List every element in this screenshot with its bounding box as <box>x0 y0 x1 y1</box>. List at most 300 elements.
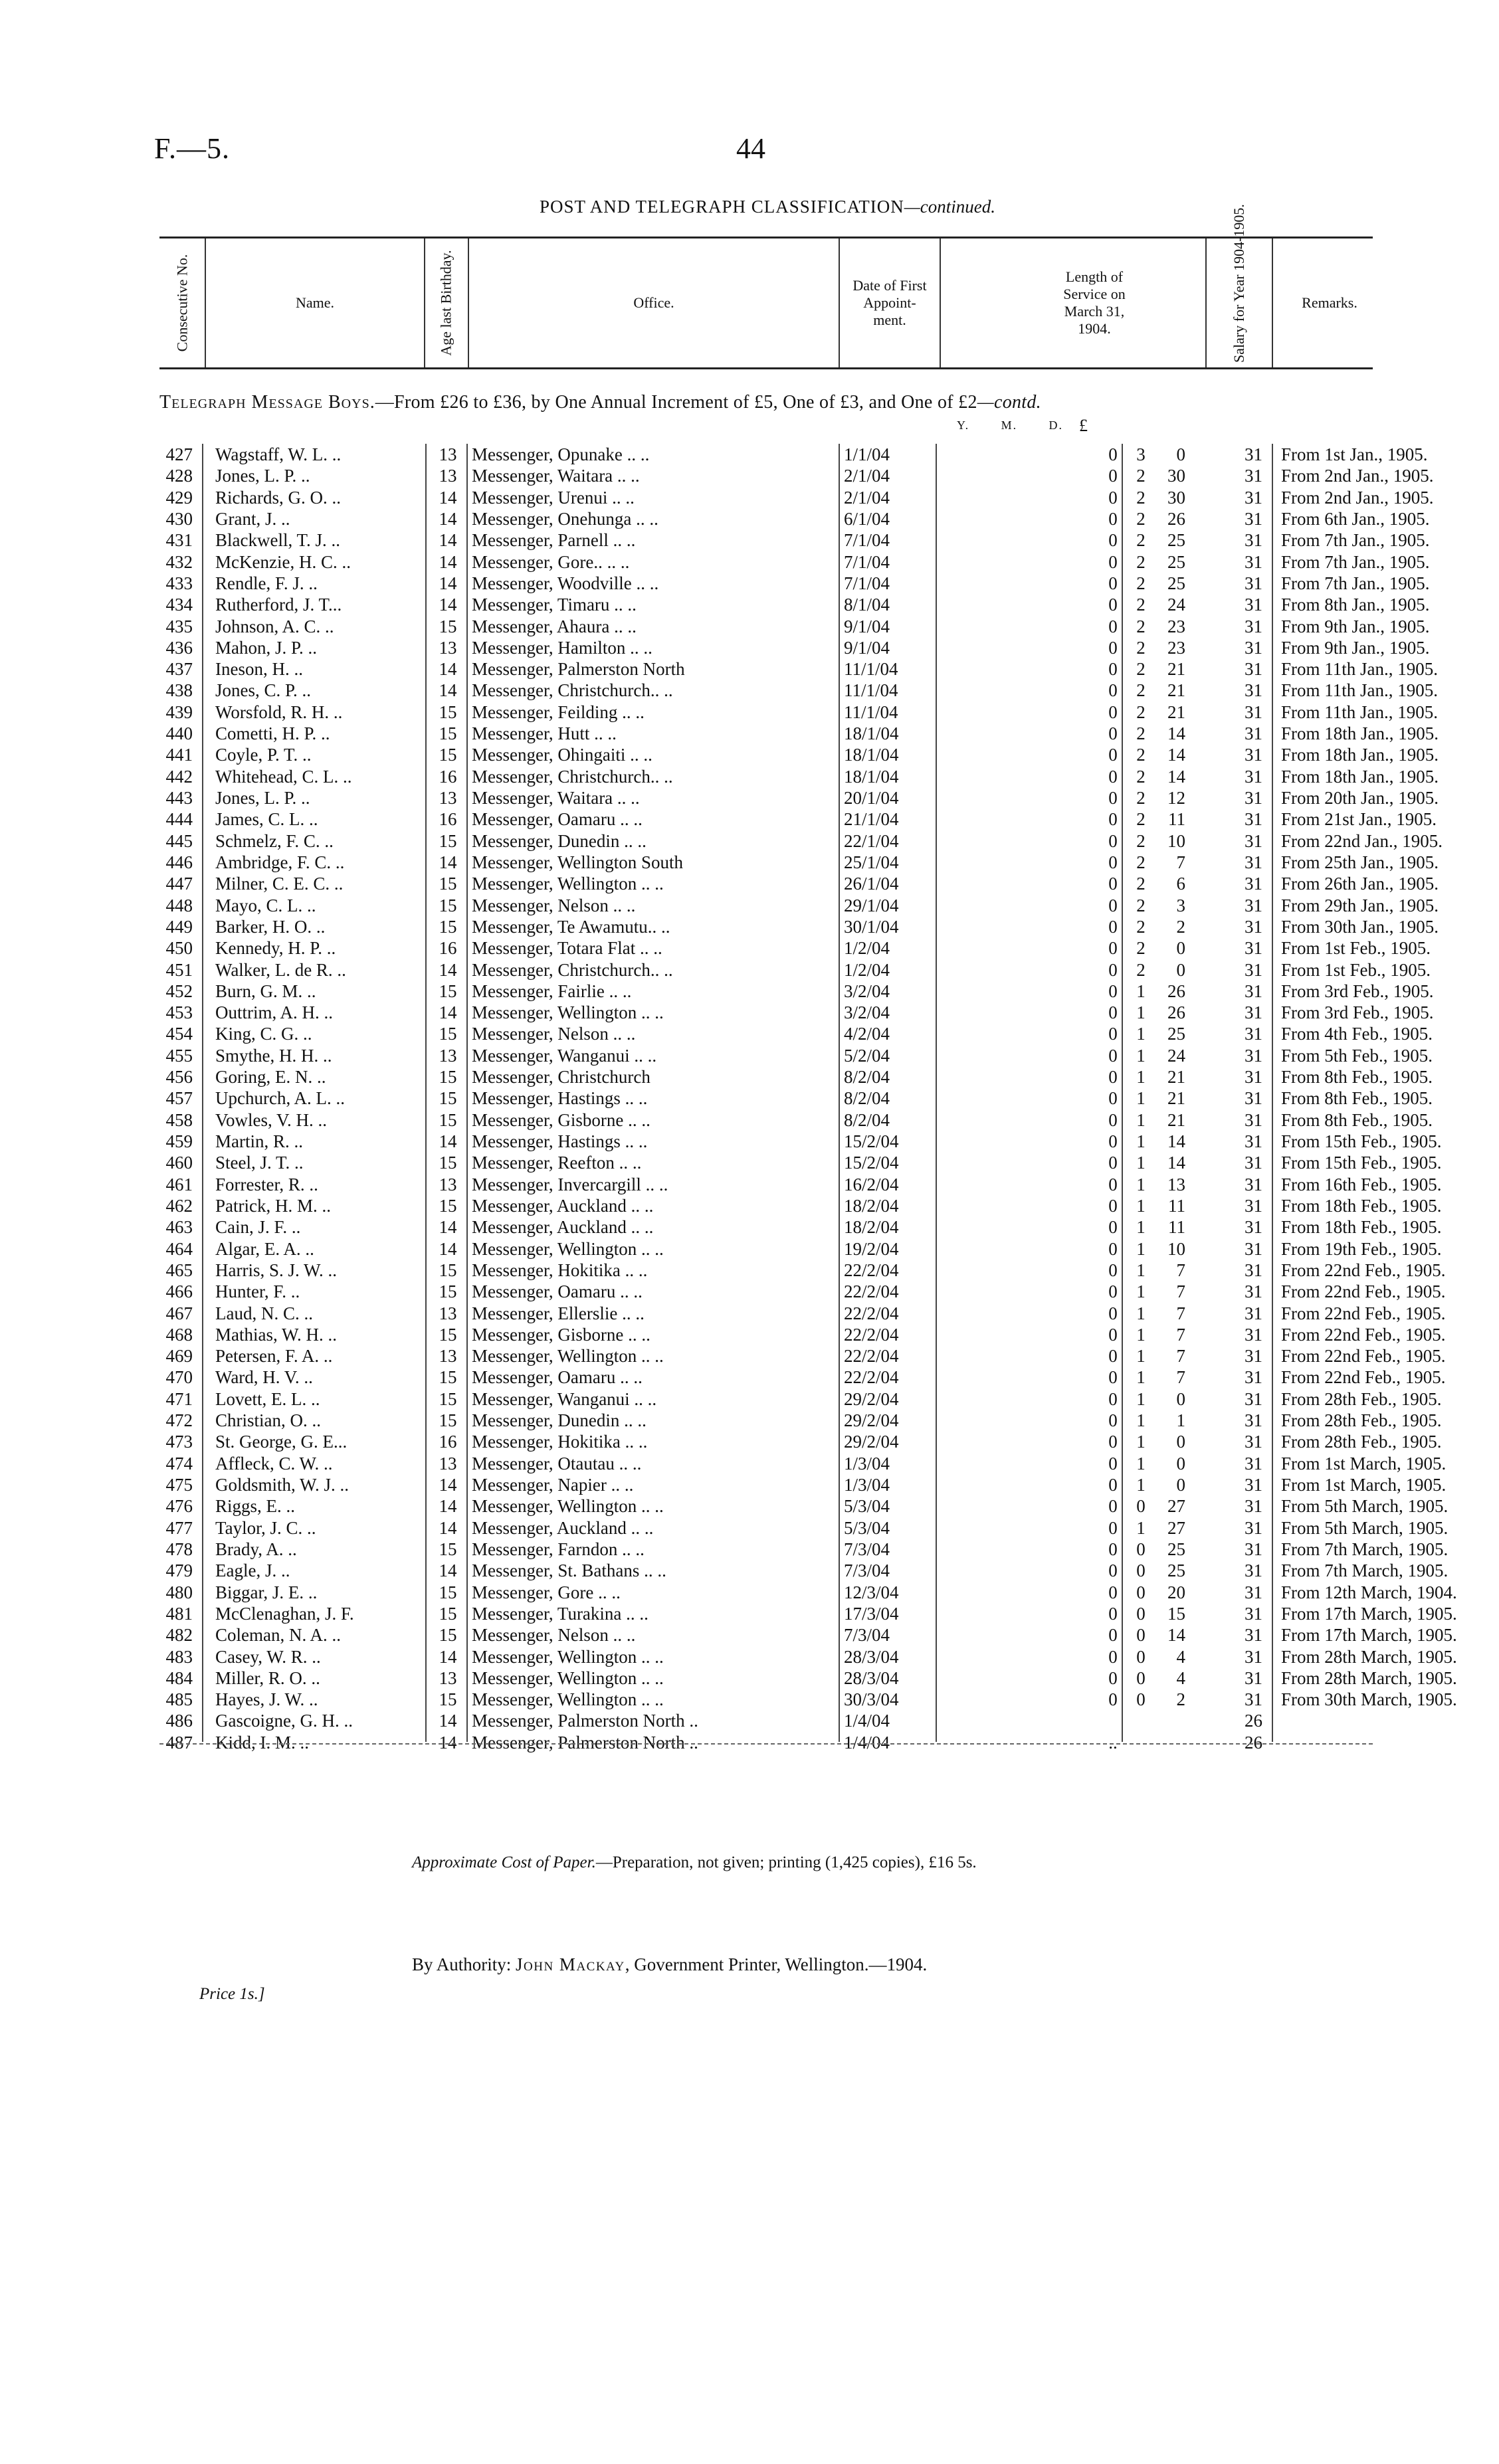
row-salary: 31 <box>1245 916 1262 937</box>
row-office: Messenger, Nelson .. .. <box>472 1024 636 1044</box>
row-service-years: 0 <box>1108 1410 1118 1431</box>
row-name: Milner, C. E. C. .. <box>215 874 344 894</box>
row-salary: 31 <box>1245 1667 1262 1688</box>
row-appointment-date: 19/2/04 <box>844 1238 899 1259</box>
row-age: 14 <box>439 659 457 680</box>
row-salary: 31 <box>1245 874 1262 894</box>
row-number: 466 <box>165 1281 193 1302</box>
row-age: 15 <box>439 723 457 744</box>
row-remarks: From 8th Feb., 1905. <box>1281 1067 1433 1088</box>
row-service-months: 0 <box>1136 1603 1146 1624</box>
row-service-years: 0 <box>1108 1045 1118 1066</box>
row-appointment-date: 25/1/04 <box>844 852 899 872</box>
row-salary: 31 <box>1245 1324 1262 1345</box>
row-number: 474 <box>165 1453 193 1473</box>
document-reference: F.—5. <box>154 132 230 165</box>
row-service-years: 0 <box>1108 1388 1118 1409</box>
cost-note <box>412 1853 977 1872</box>
row-age: 14 <box>439 1732 457 1753</box>
row-number: 469 <box>165 1346 193 1367</box>
row-service-years: 0 <box>1108 745 1118 765</box>
row-salary: 31 <box>1245 809 1262 830</box>
row-number: 428 <box>165 466 193 486</box>
row-service-days: 21 <box>1167 1067 1185 1088</box>
table-row <box>159 1710 1373 1731</box>
col-office: Office. <box>469 238 840 367</box>
row-name: Upchurch, A. L. .. <box>215 1088 345 1109</box>
row-appointment-date: 9/1/04 <box>844 616 890 636</box>
row-name: McClenaghan, J. F. <box>215 1603 354 1624</box>
row-service-days: 27 <box>1167 1517 1185 1538</box>
row-office: Messenger, Hamilton .. .. <box>472 637 652 658</box>
row-service-days: 25 <box>1167 1561 1185 1581</box>
row-remarks: From 18th Feb., 1905. <box>1281 1195 1442 1216</box>
table-row <box>159 1216 1442 1238</box>
table-row <box>159 766 1439 787</box>
row-office: Messenger, Oamaru .. .. <box>472 1281 643 1302</box>
row-age: 15 <box>439 1367 457 1388</box>
row-service-days: 3 <box>1176 895 1185 915</box>
table-row <box>159 1495 1449 1517</box>
col-salary-label: Salary for Year 1904-1905. <box>1231 204 1247 363</box>
table-row <box>159 916 1439 937</box>
row-name: Taylor, J. C. .. <box>215 1517 316 1538</box>
row-name: Mathias, W. H. .. <box>215 1324 338 1345</box>
row-age: 16 <box>439 1432 457 1452</box>
table-row <box>159 808 1437 830</box>
row-service-years: 0 <box>1108 1453 1118 1473</box>
row-salary: 31 <box>1245 1303 1262 1323</box>
row-service-months: 1 <box>1136 1303 1146 1323</box>
row-service-years: 0 <box>1108 530 1118 551</box>
row-service-years: 0 <box>1108 1195 1118 1216</box>
row-number: 458 <box>165 1109 193 1130</box>
row-name: Blackwell, T. J. .. <box>215 530 340 551</box>
row-service-months: 2 <box>1136 916 1146 937</box>
row-remarks: From 7th March, 1905. <box>1281 1539 1449 1559</box>
row-age: 13 <box>439 466 457 486</box>
table-row <box>159 981 1434 1002</box>
row-salary: 31 <box>1245 702 1262 722</box>
row-appointment-date: 5/2/04 <box>844 1045 890 1066</box>
unit-pound: £ <box>1079 416 1089 435</box>
row-name: Miller, R. O. .. <box>215 1667 320 1688</box>
row-age: 15 <box>439 1109 457 1130</box>
row-name: Algar, E. A. .. <box>215 1238 314 1259</box>
row-name: Jones, L. P. .. <box>215 788 310 808</box>
row-appointment-date: 2/1/04 <box>844 487 890 508</box>
row-remarks: From 15th Feb., 1905. <box>1281 1131 1442 1151</box>
table-row <box>159 680 1438 701</box>
row-name: Kidd, I. M. .. <box>215 1732 309 1753</box>
row-office: Messenger, Auckland .. .. <box>472 1217 654 1238</box>
row-service-days: 21 <box>1167 680 1185 701</box>
row-office: Messenger, Fairlie .. .. <box>472 981 632 1001</box>
row-office: Messenger, Te Awamutu.. .. <box>472 916 670 937</box>
row-remarks: From 28th March, 1905. <box>1281 1646 1457 1667</box>
row-service-days: 7 <box>1176 852 1185 872</box>
row-salary: 31 <box>1245 745 1262 765</box>
row-number: 427 <box>165 444 193 464</box>
row-number: 448 <box>165 895 193 915</box>
row-number: 433 <box>165 573 193 593</box>
row-office: Messenger, Christchurch.. .. <box>472 680 673 701</box>
row-service-days: 12 <box>1167 788 1185 808</box>
row-service-years: 0 <box>1108 573 1118 593</box>
table-row <box>159 959 1431 981</box>
row-age: 14 <box>439 508 457 529</box>
row-office: Messenger, Napier .. .. <box>472 1475 634 1495</box>
row-number: 439 <box>165 702 193 722</box>
row-office: Messenger, Oamaru .. .. <box>472 1367 643 1388</box>
row-service-months: 2 <box>1136 788 1146 808</box>
row-age: 15 <box>439 1324 457 1345</box>
table-row <box>159 551 1430 573</box>
row-office: Messenger, Waitara .. .. <box>472 466 640 486</box>
table-row <box>159 1410 1442 1431</box>
row-age: 13 <box>439 444 457 464</box>
row-service-days: 25 <box>1167 551 1185 572</box>
row-salary: 31 <box>1245 1045 1262 1066</box>
row-name: Brady, A. .. <box>215 1539 297 1559</box>
row-age: 15 <box>439 1603 457 1624</box>
row-remarks: From 6th Jan., 1905. <box>1281 508 1430 529</box>
row-service-years: 0 <box>1108 1067 1118 1088</box>
row-service-months: 2 <box>1136 659 1146 680</box>
row-number: 451 <box>165 959 193 980</box>
row-number: 486 <box>165 1711 193 1731</box>
row-service-days: 0 <box>1176 1475 1185 1495</box>
row-service-years: 0 <box>1108 809 1118 830</box>
table-row <box>159 1539 1449 1560</box>
row-appointment-date: 22/1/04 <box>844 830 899 851</box>
row-remarks: From 2nd Jan., 1905. <box>1281 487 1434 508</box>
row-service-days: 14 <box>1167 1153 1185 1173</box>
row-number: 447 <box>165 874 193 894</box>
row-remarks: From 22nd Feb., 1905. <box>1281 1260 1446 1280</box>
row-age: 14 <box>439 680 457 701</box>
row-name: Patrick, H. M. .. <box>215 1195 331 1216</box>
row-service-months: 1 <box>1136 1432 1146 1452</box>
col-name: Name. <box>206 238 425 367</box>
row-number: 431 <box>165 530 193 551</box>
table-row <box>159 1474 1447 1495</box>
row-service-years: 0 <box>1108 1002 1118 1023</box>
row-remarks: From 30th Jan., 1905. <box>1281 916 1439 937</box>
row-service-years: 0 <box>1108 1109 1118 1130</box>
row-age: 13 <box>439 1667 457 1688</box>
row-name: St. George, G. E... <box>215 1432 348 1452</box>
row-name: Johnson, A. C. .. <box>215 616 334 636</box>
row-age: 15 <box>439 874 457 894</box>
row-number: 437 <box>165 659 193 680</box>
row-salary: 31 <box>1245 1067 1262 1088</box>
row-service-days: 26 <box>1167 1002 1185 1023</box>
row-service-days: 7 <box>1176 1260 1185 1280</box>
row-service-days: 14 <box>1167 1131 1185 1151</box>
row-remarks: From 11th Jan., 1905. <box>1281 659 1438 680</box>
row-service-years: 0 <box>1108 637 1118 658</box>
row-service-months: 1 <box>1136 1088 1146 1109</box>
row-office: Messenger, Nelson .. .. <box>472 1625 636 1646</box>
row-age: 14 <box>439 1517 457 1538</box>
row-appointment-date: 20/1/04 <box>844 788 899 808</box>
row-name: Whitehead, C. L. .. <box>215 766 352 787</box>
row-age: 15 <box>439 1625 457 1646</box>
row-number: 468 <box>165 1324 193 1345</box>
row-age: 14 <box>439 1711 457 1731</box>
row-salary: 31 <box>1245 1410 1262 1431</box>
table-row <box>159 1045 1433 1066</box>
table-row <box>159 1367 1446 1388</box>
row-age: 15 <box>439 916 457 937</box>
row-service-months: 0 <box>1136 1582 1146 1602</box>
row-appointment-date: 18/1/04 <box>844 766 899 787</box>
authority-suffix: , Government Printer, Wellington.—1904. <box>625 1954 928 1974</box>
row-age: 13 <box>439 1045 457 1066</box>
row-service-years: 0 <box>1108 1689 1118 1710</box>
title-text: POST AND TELEGRAPH CLASSIFICATION <box>539 197 904 217</box>
row-service-days: 0 <box>1176 1432 1185 1452</box>
row-service-days: 7 <box>1176 1303 1185 1323</box>
row-remarks: From 7th Jan., 1905. <box>1281 551 1430 572</box>
row-service-years: 0 <box>1108 1646 1118 1667</box>
row-service-years: 0 <box>1108 659 1118 680</box>
row-service-years: 0 <box>1108 1324 1118 1345</box>
row-salary: 26 <box>1245 1711 1262 1731</box>
row-salary: 31 <box>1245 1689 1262 1710</box>
row-appointment-date: 7/1/04 <box>844 551 890 572</box>
row-service-days: 21 <box>1167 659 1185 680</box>
row-salary: 31 <box>1245 1603 1262 1624</box>
row-service-years: 0 <box>1108 1582 1118 1602</box>
row-number: 456 <box>165 1067 193 1088</box>
row-salary: 31 <box>1245 508 1262 529</box>
row-number: 487 <box>165 1732 193 1753</box>
row-service-days: 4 <box>1176 1646 1185 1667</box>
row-office: Messenger, Ahaura .. .. <box>472 616 637 636</box>
row-service-years: 0 <box>1108 1561 1118 1581</box>
row-salary: 31 <box>1245 959 1262 980</box>
row-remarks: From 7th March, 1905. <box>1281 1561 1449 1581</box>
row-service-months: 0 <box>1136 1496 1146 1517</box>
row-salary: 31 <box>1245 723 1262 744</box>
row-salary: 31 <box>1245 530 1262 551</box>
row-service-years: 0 <box>1108 852 1118 872</box>
row-service-years: 0 <box>1108 1024 1118 1044</box>
row-salary: 31 <box>1245 766 1262 787</box>
row-service-days: 25 <box>1167 1539 1185 1559</box>
row-name: Richards, G. O. .. <box>215 487 341 508</box>
row-service-months: 2 <box>1136 616 1146 636</box>
row-age: 14 <box>439 1238 457 1259</box>
row-number: 444 <box>165 809 193 830</box>
row-appointment-date: 1/4/04 <box>844 1732 890 1753</box>
row-salary: 31 <box>1245 1281 1262 1302</box>
row-remarks: From 29th Jan., 1905. <box>1281 895 1439 915</box>
row-appointment-date: 4/2/04 <box>844 1024 890 1044</box>
row-appointment-date: 7/3/04 <box>844 1625 890 1646</box>
row-office: Messenger, Nelson .. .. <box>472 895 636 915</box>
table-row <box>159 1195 1442 1216</box>
row-age: 13 <box>439 1453 457 1473</box>
row-service-years: 0 <box>1108 1346 1118 1367</box>
row-service-days: 2 <box>1176 1689 1185 1710</box>
unit-months: M. <box>1001 419 1018 432</box>
row-office: Messenger, Invercargill .. .. <box>472 1174 668 1194</box>
row-remarks: From 3rd Feb., 1905. <box>1281 1002 1434 1023</box>
unit-years: Y. <box>957 419 970 432</box>
row-name: Cain, J. F. .. <box>215 1217 301 1238</box>
row-service-months: 0 <box>1136 1646 1146 1667</box>
row-name: Hayes, J. W. .. <box>215 1689 318 1710</box>
row-name: Ward, H. V. .. <box>215 1367 313 1388</box>
row-remarks: From 7th Jan., 1905. <box>1281 530 1430 551</box>
row-age: 15 <box>439 1689 457 1710</box>
row-number: 461 <box>165 1174 193 1194</box>
row-service-years: 0 <box>1108 895 1118 915</box>
row-number: 472 <box>165 1410 193 1431</box>
row-age: 15 <box>439 616 457 636</box>
row-service-days: 11 <box>1168 1195 1185 1216</box>
table-row <box>159 1131 1442 1152</box>
row-service-days: 14 <box>1167 723 1185 744</box>
row-age: 15 <box>439 1153 457 1173</box>
row-service-years: 0 <box>1108 959 1118 980</box>
row-service-months: 2 <box>1136 702 1146 722</box>
authority-name: John Mackay <box>516 1954 625 1974</box>
row-appointment-date: 22/2/04 <box>844 1346 899 1367</box>
row-number: 471 <box>165 1388 193 1409</box>
row-service-months: 2 <box>1136 852 1146 872</box>
row-salary: 31 <box>1245 1517 1262 1538</box>
row-service-months: 2 <box>1136 466 1146 486</box>
row-number: 464 <box>165 1238 193 1259</box>
row-service-years: 0 <box>1108 444 1118 464</box>
row-number: 445 <box>165 830 193 851</box>
row-number: 477 <box>165 1517 193 1538</box>
row-salary: 31 <box>1245 1539 1262 1559</box>
row-service-days: 0 <box>1176 444 1185 464</box>
table-row <box>159 1238 1442 1260</box>
row-name: Jones, L. P. .. <box>215 466 310 486</box>
row-service-years: 0 <box>1108 1667 1118 1688</box>
row-name: Steel, J. T. .. <box>215 1153 304 1173</box>
row-name: Goring, E. N. .. <box>215 1067 326 1088</box>
row-appointment-date: 18/2/04 <box>844 1217 899 1238</box>
table-row <box>159 1345 1446 1367</box>
row-name: Barker, H. O. .. <box>215 916 326 937</box>
table-row <box>159 744 1439 765</box>
row-age: 14 <box>439 595 457 615</box>
row-appointment-date: 3/2/04 <box>844 1002 890 1023</box>
row-service-months: 2 <box>1136 723 1146 744</box>
row-salary: 31 <box>1245 487 1262 508</box>
row-name: Gascoigne, G. H. .. <box>215 1711 353 1731</box>
row-office: Messenger, Wanganui .. .. <box>472 1045 657 1066</box>
row-age: 14 <box>439 551 457 572</box>
row-salary: 31 <box>1245 637 1262 658</box>
row-appointment-date: 1/4/04 <box>844 1711 890 1731</box>
row-service-months: 2 <box>1136 508 1146 529</box>
row-appointment-date: 8/1/04 <box>844 595 890 615</box>
row-remarks: From 18th Jan., 1905. <box>1281 745 1439 765</box>
row-salary: 26 <box>1245 1732 1262 1753</box>
row-service-months: 1 <box>1136 1475 1146 1495</box>
row-salary: 31 <box>1245 1024 1262 1044</box>
row-remarks: From 1st March, 1905. <box>1281 1475 1447 1495</box>
row-name: Ineson, H. .. <box>215 659 303 680</box>
row-name: Jones, C. P. .. <box>215 680 312 701</box>
row-office: Messenger, Gore .. .. <box>472 1582 621 1602</box>
row-office: Messenger, Waitara .. .. <box>472 788 640 808</box>
row-number: 434 <box>165 595 193 615</box>
row-age: 15 <box>439 1582 457 1602</box>
table-row <box>159 937 1431 959</box>
unit-days: D. <box>1049 419 1063 432</box>
row-service-years: 0 <box>1108 1517 1118 1538</box>
table-row <box>159 1174 1442 1195</box>
row-appointment-date: 18/2/04 <box>844 1195 899 1216</box>
row-office: Messenger, Auckland .. .. <box>472 1517 654 1538</box>
row-remarks: From 18th Feb., 1905. <box>1281 1217 1442 1238</box>
table-row <box>159 658 1438 680</box>
row-service-months: 1 <box>1136 1195 1146 1216</box>
table-row <box>159 1023 1433 1044</box>
row-number: 465 <box>165 1260 193 1280</box>
row-number: 455 <box>165 1045 193 1066</box>
row-salary: 31 <box>1245 1646 1262 1667</box>
row-office: Messenger, Hutt .. .. <box>472 723 617 744</box>
row-service-months: 2 <box>1136 745 1146 765</box>
row-name: Rutherford, J. T... <box>215 595 342 615</box>
table-row <box>159 1152 1442 1173</box>
row-number: 430 <box>165 508 193 529</box>
row-remarks: From 22nd Feb., 1905. <box>1281 1367 1446 1388</box>
row-age: 16 <box>439 938 457 959</box>
row-office: Messenger, Hastings .. .. <box>472 1131 648 1151</box>
row-salary: 31 <box>1245 1496 1262 1517</box>
row-age: 14 <box>439 1496 457 1517</box>
row-salary: 31 <box>1245 852 1262 872</box>
row-name: Kennedy, H. P. .. <box>215 938 336 959</box>
row-office: Messenger, Palmerston North .. <box>472 1711 698 1731</box>
row-number: 476 <box>165 1496 193 1517</box>
row-age: 15 <box>439 1388 457 1409</box>
section-heading <box>159 392 1373 413</box>
row-service-days: 13 <box>1167 1174 1185 1194</box>
row-name: Grant, J. .. <box>215 508 290 529</box>
row-salary: 31 <box>1245 1174 1262 1194</box>
row-office: Messenger, Hastings .. .. <box>472 1088 648 1109</box>
row-name: Worsfold, R. H. .. <box>215 702 343 722</box>
row-office: Messenger, Turakina .. .. <box>472 1603 649 1624</box>
row-service-years: 0 <box>1108 551 1118 572</box>
row-appointment-date: 3/2/04 <box>844 981 890 1001</box>
row-appointment-date: 28/3/04 <box>844 1646 899 1667</box>
row-service-months: 1 <box>1136 1217 1146 1238</box>
table-row <box>159 1732 1373 1753</box>
row-service-months: 3 <box>1136 444 1146 464</box>
row-service-days: 0 <box>1176 1388 1185 1409</box>
table-row <box>159 1088 1433 1109</box>
row-service-months: 1 <box>1136 1024 1146 1044</box>
row-appointment-date: 30/3/04 <box>844 1689 899 1710</box>
row-office: Messenger, Ohingaiti .. .. <box>472 745 652 765</box>
row-office: Messenger, Feilding .. .. <box>472 702 645 722</box>
row-service-years: 0 <box>1108 1432 1118 1452</box>
row-salary: 31 <box>1245 616 1262 636</box>
